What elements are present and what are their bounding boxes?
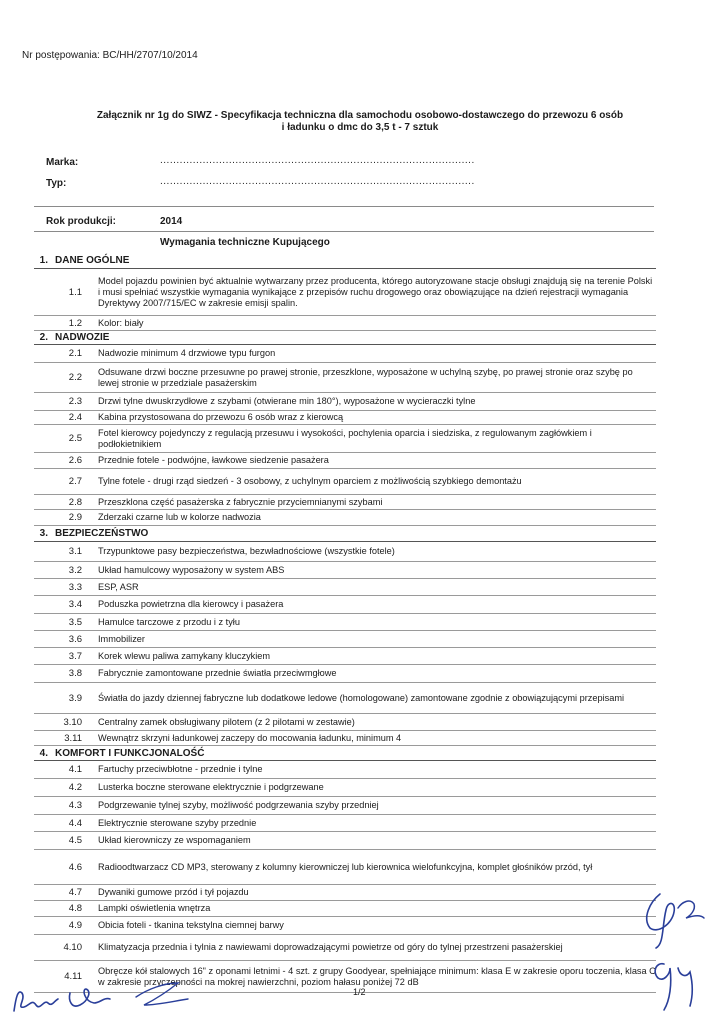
typ-field[interactable]: ................................................................................................	[160, 176, 475, 187]
requirement-number: 4.6	[68, 861, 82, 873]
requirement-text: ESP, ASR	[98, 581, 139, 592]
requirement-text: Radioodtwarzacz CD MP3, sterowany z kolumny kierowniczej lub kierownica wielofunkcyjna, komplet głośników przód, tył	[98, 861, 593, 872]
requirement-text: Centralny zamek obsługiwany pilotem (z 2 pilotami w zestawie)	[98, 716, 355, 727]
requirement-row	[34, 850, 656, 885]
requirement-row	[34, 425, 656, 453]
section-number: 1.	[39, 255, 48, 266]
section-number: 3.	[39, 528, 48, 539]
requirement-text: Hamulce tarczowe z przodu i z tyłu	[98, 616, 240, 627]
section-number: 4.	[39, 747, 48, 759]
signature-bottom-left	[8, 975, 198, 1020]
requirement-text: Nadwozie minimum 4 drzwiowe typu furgon	[98, 348, 276, 358]
requirement-text: Fotel kierowcy pojedynczy z regulacją przesuwu i wysokości, pochylenia oparcia i siedziska, z regulowanym zagłówkiem i podłokietnikiem	[98, 427, 592, 449]
requirement-number: 3.10	[63, 716, 82, 728]
requirement-number: 1.2	[68, 317, 82, 329]
requirement-number: 2.4	[68, 412, 82, 423]
typ-label: Typ:	[46, 178, 67, 189]
section-title: KOMFORT I FUNKCJONALOŚĆ	[55, 747, 205, 759]
requirement-number: 4.11	[64, 971, 82, 982]
section-title: DANE OGÓLNE	[55, 255, 130, 266]
requirement-number: 4.5	[68, 835, 82, 846]
requirement-row	[34, 495, 656, 510]
requirement-text: Światła do jazdy dziennej fabryczne lub dodatkowe ledowe (homologowane) zamontowane zgodnie z obowiązującymi przepisami	[98, 692, 625, 703]
requirement-row	[34, 714, 656, 731]
section-header	[34, 253, 656, 269]
marka-label: Marka:	[46, 157, 79, 168]
divider	[34, 206, 654, 207]
requirement-number: 3.7	[68, 650, 82, 662]
requirement-number: 3.2	[68, 564, 82, 576]
section-title: BEZPIECZEŃSTWO	[55, 528, 149, 539]
requirement-row	[34, 453, 656, 469]
section-number: 2.	[39, 332, 48, 343]
requirement-number: 4.10	[63, 942, 82, 953]
requirement-row	[34, 901, 656, 917]
requirement-row	[34, 510, 656, 526]
divider	[34, 231, 654, 232]
section-title: NADWOZIE	[55, 332, 110, 343]
requirement-text: Trzypunktowe pasy bezpieczeństwa, bezwładnościowe (wszystkie fotele)	[98, 546, 395, 556]
production-year-label: Rok produkcji:	[46, 216, 117, 227]
title-line-2: i ładunku o dmc do 3,5 t - 7 sztuk	[281, 122, 439, 133]
requirement-text: Wewnątrz skrzyni ładunkowej zaczepy do mocowania ładunku, minimum 4	[98, 732, 402, 743]
requirement-row	[34, 648, 656, 665]
requirement-number: 2.1	[68, 348, 82, 359]
requirement-text: Immobilizer	[98, 633, 145, 644]
requirement-number: 4.8	[68, 903, 82, 914]
requirement-text: Drzwi tylne dwuskrzydłowe z szybami (otwierane min 180°), wyposażone w wycieraczki tylne	[98, 396, 476, 406]
requirement-number: 2.7	[68, 476, 82, 487]
requirement-row	[34, 797, 656, 815]
requirement-number: 4.2	[68, 782, 82, 793]
requirement-row	[34, 731, 656, 746]
requirement-text: Przeszklona część pasażerska z fabrycznie przyciemnianymi szybami	[98, 496, 383, 507]
requirement-text: Podgrzewanie tylnej szyby, możliwość podgrzewania szyby przedniej	[98, 800, 379, 810]
requirement-row	[34, 779, 656, 797]
requirement-row	[34, 631, 656, 648]
requirement-text: Elektrycznie sterowane szyby przednie	[98, 817, 257, 828]
requirement-number: 2.8	[68, 496, 82, 508]
requirement-number: 3.6	[68, 633, 82, 645]
requirement-text: Poduszka powietrzna dla kierowcy i pasażera	[98, 599, 284, 609]
requirement-text: Tylne fotele - drugi rząd siedzeń - 3 osobowy, z uchylnym oparciem z możliwością szybkiego demontażu	[98, 476, 522, 486]
requirement-number: 3.5	[68, 616, 82, 628]
requirement-number: 4.3	[68, 800, 82, 811]
requirement-row	[34, 596, 656, 614]
requirement-text: Lampki oświetlenia wnętrza	[98, 903, 211, 913]
page-number: 1/2	[353, 987, 366, 997]
requirement-text: Odsuwane drzwi boczne przesuwne po prawej stronie, przeszklone, wyposażone w uchylną szybę, po prawej stronie oraz szybę po lewej stronie w przedziale pasażerskim	[98, 366, 633, 388]
requirement-row	[34, 614, 656, 631]
production-year-value: 2014	[160, 216, 183, 227]
requirement-row	[34, 665, 656, 683]
requirement-number: 3.4	[68, 599, 82, 610]
requirement-number: 4.4	[68, 817, 82, 829]
requirement-number: 4.1	[68, 764, 82, 775]
section-header	[34, 746, 656, 761]
requirement-number: 4.9	[68, 920, 82, 931]
requirement-text: Dywaniki gumowe przód i tył pojazdu	[98, 887, 249, 897]
requirement-number: 3.8	[68, 668, 82, 679]
requirement-number: 2.5	[68, 433, 82, 444]
requirement-number: 3.3	[68, 581, 82, 593]
requirement-row	[34, 885, 656, 901]
requirement-row	[34, 469, 656, 495]
title-line-1: Załącznik nr 1g do SIWZ - Specyfikacja techniczna dla samochodu osobowo-dostawczego do przewozu 6 osób	[96, 110, 624, 121]
requirement-row	[34, 917, 656, 935]
case-number: Nr postępowania: BC/HH/2707/10/2014	[22, 50, 198, 61]
requirement-row	[34, 269, 656, 316]
requirement-text: Układ hamulcowy wyposażony w system ABS	[98, 564, 285, 575]
requirement-row	[34, 815, 656, 832]
requirement-text: Kolor: biały	[98, 317, 144, 328]
requirement-number: 3.9	[68, 692, 82, 704]
requirement-text: Lusterka boczne sterowane elektrycznie i podgrzewane	[98, 782, 324, 792]
requirement-row	[34, 542, 656, 562]
requirement-number: 3.11	[64, 732, 82, 744]
requirement-row	[34, 761, 656, 779]
requirement-row	[34, 363, 656, 393]
requirement-text: Zderzaki czarne lub w kolorze nadwozia	[98, 512, 261, 522]
requirement-number: 2.3	[68, 396, 82, 407]
marka-field[interactable]: ................................................................................................	[160, 155, 475, 166]
requirement-number: 2.6	[68, 455, 82, 466]
requirement-number: 4.7	[68, 887, 82, 898]
specification-table	[34, 253, 656, 993]
section-header	[34, 331, 656, 345]
requirement-text: Kabina przystosowana do przewozu 6 osób wraz z kierowcą	[98, 412, 344, 422]
requirement-text: Obręcze kół stalowych 16" z oponami letnimi - 4 szt. z grupy Goodyear, spełniające minimum: klasa E w zakresie oporu toczenia, klasa C w zakresie przyczepności na mokrej nawierzchni, poziom hałasu poniżej 72 dB	[98, 965, 656, 987]
requirement-row	[34, 579, 656, 596]
requirement-text: Przednie fotele - podwójne, ławkowe siedzenie pasażera	[98, 455, 329, 465]
requirements-heading: Wymagania techniczne Kupującego	[160, 237, 330, 248]
requirement-text: Obicia foteli - tkanina tekstylna ciemnej barwy	[98, 920, 284, 930]
requirement-row	[34, 562, 656, 579]
requirement-text: Model pojazdu powinien być aktualnie wytwarzany przez producenta, którego autoryzowane stacje obsługi znajdują się na terenie Polski i musi spełniać wszystkie wymagania wynikające z przepisów ruchu drogowego oraz obowiązujące na dzień rejestracji wymagania Dyrektywy 2007/715/EC w zakresie emisji spalin.	[98, 275, 653, 308]
requirement-row	[34, 316, 656, 331]
requirement-number: 3.1	[68, 546, 82, 557]
document-title	[60, 110, 660, 134]
requirement-row	[34, 393, 656, 411]
section-header	[34, 526, 656, 542]
requirement-row	[34, 345, 656, 363]
requirement-number: 2.9	[68, 512, 82, 523]
signature-right	[620, 888, 720, 1018]
requirement-text: Fartuchy przeciwbłotne - przednie i tylne	[98, 764, 263, 774]
requirement-number: 1.1	[68, 286, 82, 298]
requirement-number: 2.2	[68, 372, 82, 383]
requirement-row	[34, 935, 656, 961]
requirement-row	[34, 683, 656, 714]
requirement-row	[34, 832, 656, 850]
requirement-text: Układ kierowniczy ze wspomaganiem	[98, 835, 251, 845]
requirement-row	[34, 411, 656, 425]
requirement-text: Fabrycznie zamontowane przednie światła przeciwmgłowe	[98, 668, 337, 678]
requirement-text: Korek wlewu paliwa zamykany kluczykiem	[98, 650, 271, 661]
requirement-text: Klimatyzacja przednia i tylnia z nawiewami doprowadzającymi powietrze od góry do tylnej przestrzeni pasażerskiej	[98, 942, 563, 952]
